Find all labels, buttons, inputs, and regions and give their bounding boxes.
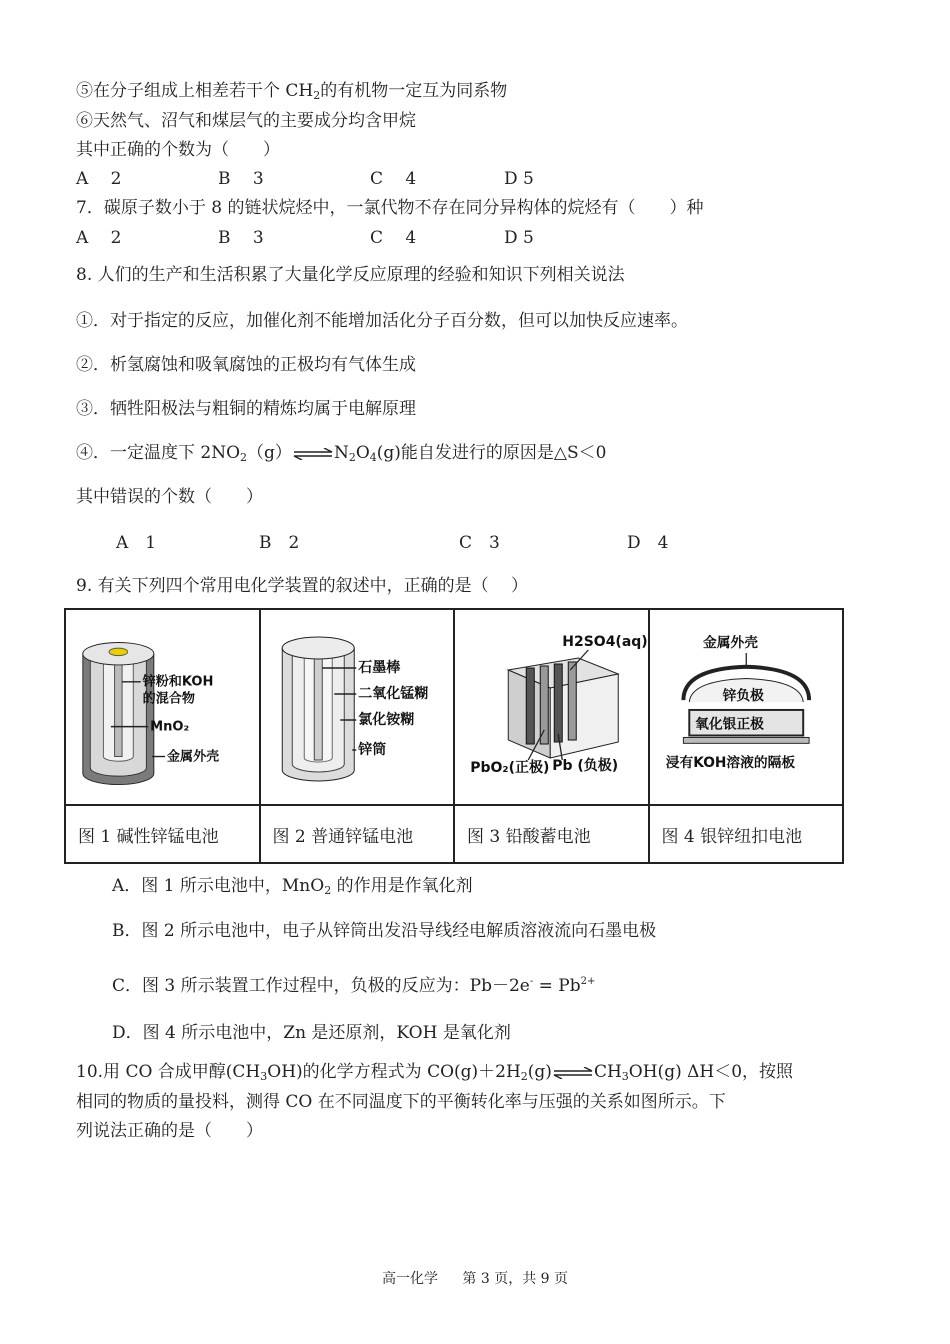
text: 10.用 CO 合成甲醇(CH xyxy=(76,1062,261,1082)
text: ⑤在分子组成上相差若干个 CH xyxy=(76,81,314,101)
option-d: D 5 xyxy=(504,169,534,189)
text: OH(g) ΔH＜0，按照 xyxy=(628,1062,794,1082)
label-koh-separator: 浸有KOH溶液的隔板 xyxy=(665,754,795,771)
text: CH xyxy=(593,1062,622,1082)
q9-option-a xyxy=(112,875,473,902)
label-zinc-koh: 锌粉和KOH xyxy=(142,674,214,690)
q6-options xyxy=(76,168,534,190)
equilibrium-arrow-icon xyxy=(552,1067,594,1079)
text: = Pb xyxy=(533,976,581,996)
superscript: - xyxy=(529,976,534,987)
text: C．图 3 所示装置工作过程中，负极的反应为：Pb－2e xyxy=(112,976,530,996)
label-pb-negative: Pb (负极) xyxy=(552,758,619,774)
page-footer xyxy=(0,1268,950,1288)
alkaline-battery-diagram xyxy=(66,610,259,804)
q8-statement-1: ①．对于指定的反应，加催化剂不能增加活化分子百分数，但可以加快反应速率。 xyxy=(76,311,688,331)
superscript: 2+ xyxy=(580,976,596,987)
text: O xyxy=(355,443,370,463)
q9-question: 9. 有关下列四个常用电化学装置的叙述中，正确的是（ ） xyxy=(76,576,529,596)
q7-options xyxy=(76,227,534,249)
battery-figure-table xyxy=(64,608,844,864)
subscript: 3 xyxy=(621,1070,629,1083)
q8-ask: 其中错误的个数（ ） xyxy=(76,487,263,507)
label-mno2: MnO₂ xyxy=(150,719,190,735)
label-mno2-paste: 二氧化锰糊 xyxy=(357,686,428,702)
option-a: A 1 xyxy=(116,533,157,553)
q8-question: 8. 人们的生产和生活积累了大量化学反应原理的经验和知识下列相关说法 xyxy=(76,265,625,285)
subscript: 3 xyxy=(260,1070,268,1083)
q9-option-b: B．图 2 所示电池中，电子从锌筒出发沿导线经电解质溶液流向石墨电极 xyxy=(112,921,657,941)
figure-2-caption: 图 2 普通锌锰电池 xyxy=(260,805,455,863)
q9-option-c xyxy=(112,971,595,997)
statement-5 xyxy=(76,80,507,107)
subscript: 2 xyxy=(240,451,248,464)
text: (g) xyxy=(527,1062,552,1082)
q8-statement-2: ②．析氢腐蚀和吸氧腐蚀的正极均有气体生成 xyxy=(76,355,416,375)
text: 的有机物一定互为同系物 xyxy=(320,81,508,101)
option-d: D 4 xyxy=(627,533,669,553)
q10-line-2: 相同的物质的量投料，测得 CO 在不同温度下的平衡转化率与压强的关系如图所示。下 xyxy=(76,1092,726,1112)
label-metal-shell: 金属外壳 xyxy=(702,635,758,652)
zinc-carbon-battery-diagram xyxy=(261,610,454,804)
q10-line-1 xyxy=(76,1061,793,1088)
figure-1-caption: 图 1 碱性锌锰电池 xyxy=(65,805,260,863)
option-c: C 4 xyxy=(370,228,417,248)
label-zinc-negative: 锌负极 xyxy=(722,688,764,705)
lead-acid-battery-diagram xyxy=(455,610,648,804)
subscript: 4 xyxy=(369,451,377,464)
text: N xyxy=(333,443,349,463)
q8-statement-3: ③．牺牲阳极法与粗铜的精炼均属于电解原理 xyxy=(76,399,416,419)
figure-1-cell xyxy=(65,609,260,805)
option-b: B 2 xyxy=(259,533,300,553)
q6-question: 其中正确的个数为（ ） xyxy=(76,140,280,160)
text: （g） xyxy=(247,443,292,463)
text: 的作用是作氧化剂 xyxy=(331,876,473,896)
label-zinc-can: 锌筒 xyxy=(357,742,386,758)
label-pbo2-positive: PbO₂(正极) xyxy=(470,760,550,776)
label-ag2o-positive: 氧化银正极 xyxy=(694,716,764,733)
figure-2-cell xyxy=(260,609,455,805)
text: OH)的化学方程式为 CO(g)＋2H xyxy=(267,1062,521,1082)
q8-statement-4 xyxy=(76,442,606,469)
statement-6: ⑥天然气、沼气和煤层气的主要成分均含甲烷 xyxy=(76,111,416,131)
silver-zinc-button-battery-diagram xyxy=(650,610,843,804)
option-d: D 5 xyxy=(504,228,534,248)
label-graphite-rod: 石墨棒 xyxy=(357,660,400,676)
label-h2so4: H2SO4(aq) xyxy=(562,634,648,650)
subscript: 2 xyxy=(313,89,321,102)
label-metal-shell: 金属外壳 xyxy=(166,749,220,765)
label-nh4cl-paste: 氯化铵糊 xyxy=(357,712,414,728)
subscript: 2 xyxy=(348,451,356,464)
figure-4-cell xyxy=(649,609,844,805)
text: (g)能自发进行的原因是△S＜0 xyxy=(376,443,607,463)
q10-line-3: 列说法正确的是（ ） xyxy=(76,1121,263,1141)
label-mixture: 的混合物 xyxy=(142,691,195,707)
text: ④．一定温度下 2NO xyxy=(76,443,241,463)
option-c: C 3 xyxy=(459,533,500,553)
option-a: A 2 xyxy=(76,169,122,189)
option-c: C 4 xyxy=(370,169,417,189)
q9-option-d: D．图 4 所示电池中，Zn 是还原剂，KOH 是氧化剂 xyxy=(112,1023,511,1043)
footer-page-number: 第 3 页，共 9 页 xyxy=(462,1271,569,1287)
q8-options xyxy=(116,532,668,554)
option-b: B 3 xyxy=(218,169,264,189)
figure-3-caption: 图 3 铅酸蓄电池 xyxy=(454,805,649,863)
option-a: A 2 xyxy=(76,228,122,248)
equilibrium-arrow-icon xyxy=(292,448,334,460)
footer-subject: 高一化学 xyxy=(381,1271,438,1287)
subscript: 2 xyxy=(324,884,332,897)
q7-question: 7．碳原子数小于 8 的链状烷烃中，一氯代物不存在同分异构体的烷烃有（ ）种 xyxy=(76,198,704,218)
subscript: 2 xyxy=(520,1070,528,1083)
figure-3-cell xyxy=(454,609,649,805)
figure-4-caption: 图 4 银锌纽扣电池 xyxy=(649,805,844,863)
option-b: B 3 xyxy=(218,228,264,248)
text: A．图 1 所示电池中，MnO xyxy=(112,876,325,896)
